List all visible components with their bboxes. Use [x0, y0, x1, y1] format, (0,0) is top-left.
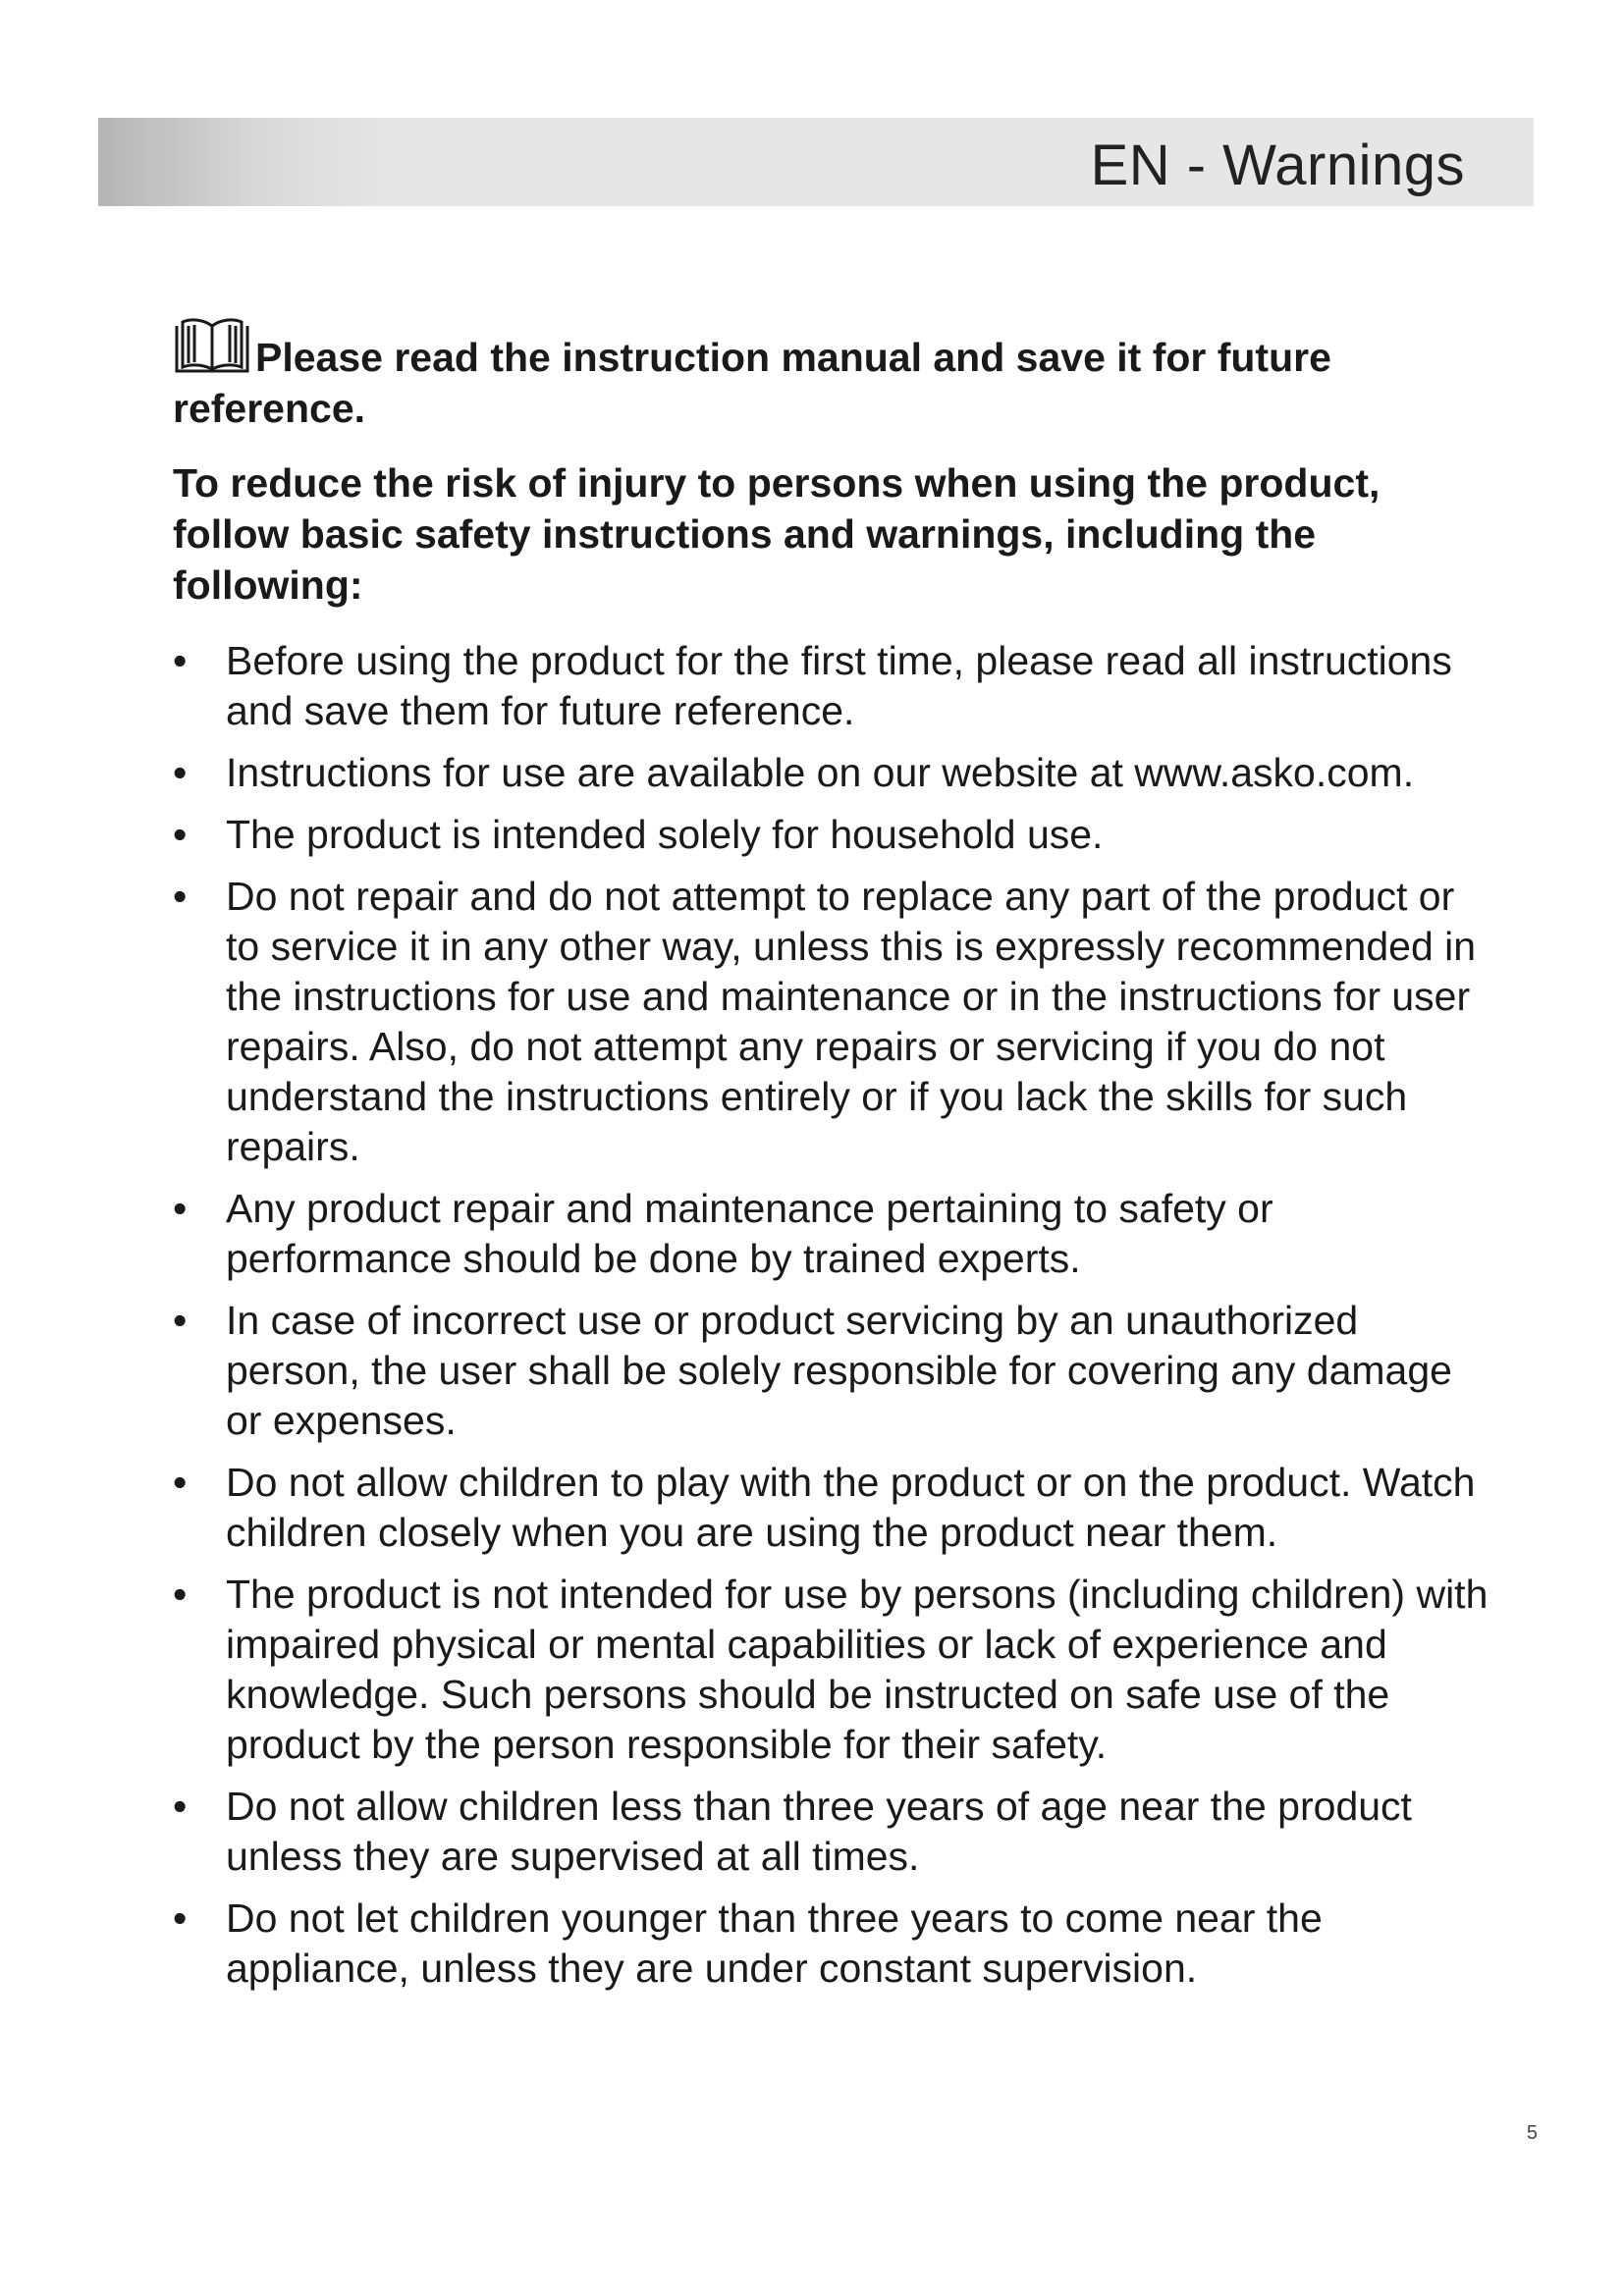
bullet-icon: • [173, 1460, 188, 1505]
bullet-icon: • [173, 1298, 188, 1343]
list-item: • The product is not intended for use by persons (including children) with impaired physical or mental capabilities or lack of experience and knowledge. Such persons should be instructed on safe use of the product by the person responsible for their safety. [173, 1572, 1489, 1767]
bullet-icon: • [173, 1186, 188, 1231]
bullet-icon: • [173, 1572, 188, 1617]
warnings-content [173, 316, 1489, 2005]
bullet-icon: • [173, 1784, 188, 1829]
list-item: • Do not repair and do not attempt to replace any part of the product or to service it in any other way, unless this is expressly recommended in the instructions for use and maintenance or in the instructions for user repairs. Also, do not attempt any repairs or servicing if you do not understand the instructions entirely or if you lack the skills for such repairs. [173, 874, 1477, 1169]
book-icon [173, 316, 251, 377]
intro-text: Please read the instruction manual and save it for future reference. [173, 335, 1331, 431]
safety-heading: To reduce the risk of injury to persons when using the product, follow basic safety instructions and warnings, including the following: [173, 460, 1380, 608]
warnings-list [173, 636, 1489, 1994]
bullet-icon: • [173, 638, 188, 683]
list-item: • Any product repair and maintenance pertaining to safety or performance should be done by trained experts. [173, 1186, 1273, 1281]
list-item: • Do not allow children to play with the product or on the product. Watch children closely when you are using the product near them. [173, 1460, 1476, 1555]
list-item: • Before using the product for the first time, please read all instructions and save them for future reference. [173, 638, 1452, 733]
intro-paragraph [173, 316, 1489, 434]
bullet-icon: • [173, 1896, 188, 1941]
header-band [98, 118, 1534, 206]
page-number: 5 [1526, 2122, 1538, 2144]
list-item: • The product is intended solely for household use. [173, 810, 1489, 860]
page-title: EN - Warnings [1090, 133, 1465, 197]
list-item: • Instructions for use are available on our website at www.asko.com. [173, 748, 1489, 798]
list-item: • In case of incorrect use or product servicing by an unauthorized person, the user shall be solely responsible for covering any damage or expenses. [173, 1298, 1452, 1443]
bullet-icon: • [173, 874, 188, 919]
bullet-icon: • [173, 750, 188, 795]
bullet-icon: • [173, 812, 188, 857]
list-item: • Do not let children younger than three years to come near the appliance, unless they are under constant supervision. [173, 1896, 1323, 1991]
list-item: • Do not allow children less than three years of age near the product unless they are supervised at all times. [173, 1784, 1412, 1879]
